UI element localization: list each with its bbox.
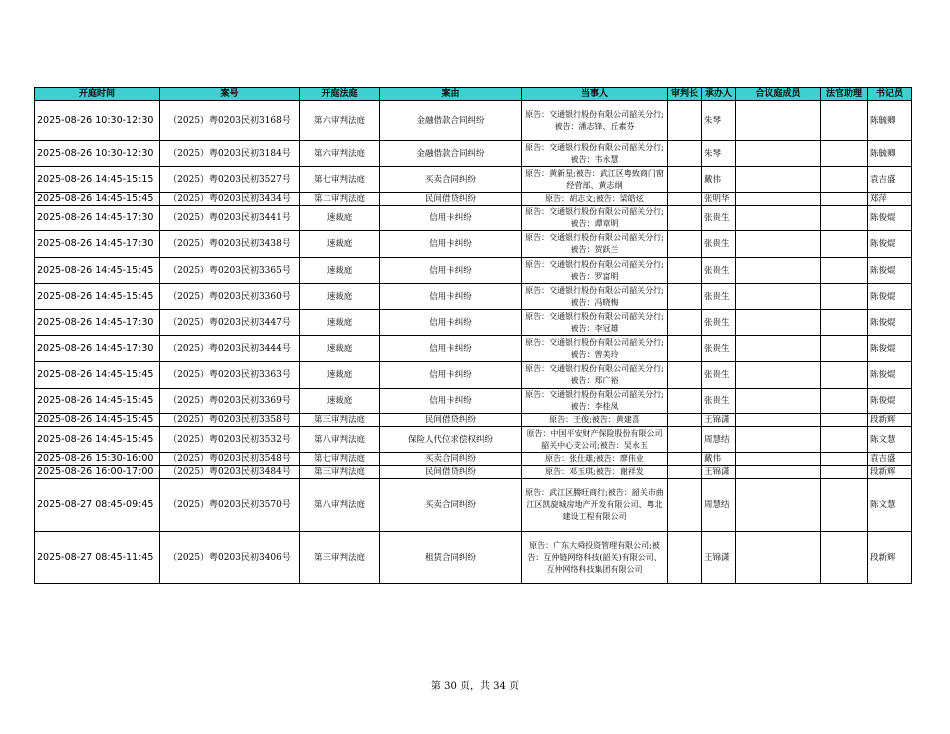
handler-cell: 张贵生: [702, 310, 736, 336]
case-number-cell: （2025）粤0203民初3365号: [160, 258, 300, 284]
parties-cell: 原告：交通银行股份有限公司韶关分行;被告：罗富明: [522, 258, 668, 284]
judge-assistant-cell: [821, 389, 868, 414]
header-judge-assistant: 法官助理: [821, 88, 868, 101]
parties-cell: 原告：交通银行股份有限公司韶关分行;被告：贺跃兰: [522, 231, 668, 258]
case-number-cell: （2025）粤0203民初3438号: [160, 231, 300, 258]
header-cause: 案由: [380, 88, 522, 101]
courtroom-cell: 速裁庭: [300, 284, 380, 310]
hearing-time-cell: 2025-08-26 14:45-17:30: [35, 336, 160, 362]
case-number-cell: （2025）粤0203民初3360号: [160, 284, 300, 310]
judge-assistant-cell: [821, 284, 868, 310]
panel-members-cell: [736, 206, 821, 231]
table-row: [35, 336, 912, 362]
handler-cell: 周慧结: [702, 427, 736, 453]
courtroom-cell: 第七审判法庭: [300, 167, 380, 193]
case-number-cell: （2025）粤0203民初3484号: [160, 466, 300, 479]
parties-cell: 原告：王俊;被告：黄建喜: [522, 414, 668, 427]
presiding-judge-cell: [668, 231, 702, 258]
clerk-cell: 陈俊焜: [868, 284, 912, 310]
parties-cell: 原告：胡志文;被告：梁皓炫: [522, 193, 668, 206]
clerk-cell: 陈俊焜: [868, 389, 912, 414]
courtroom-cell: 第三审判法庭: [300, 466, 380, 479]
courtroom-cell: 第八审判法庭: [300, 427, 380, 453]
hearing-time-cell: 2025-08-26 10:30-12:30: [35, 101, 160, 141]
clerk-cell: 陈文慧: [868, 479, 912, 532]
page-footer: 第 30 页，共 34 页: [430, 681, 520, 692]
table-row: [35, 427, 912, 453]
clerk-cell: 段新辉: [868, 414, 912, 427]
courtroom-cell: 速裁庭: [300, 389, 380, 414]
panel-members-cell: [736, 101, 821, 141]
case-number-cell: （2025）粤0203民初3369号: [160, 389, 300, 414]
judge-assistant-cell: [821, 362, 868, 389]
cause-cell: 金融借款合同纠纷: [380, 141, 522, 167]
handler-cell: 张贵生: [702, 389, 736, 414]
hearing-time-cell: 2025-08-26 14:45-15:45: [35, 258, 160, 284]
courtroom-cell: 第三审判法庭: [300, 414, 380, 427]
clerk-cell: 段新辉: [868, 532, 912, 584]
presiding-judge-cell: [668, 466, 702, 479]
cause-cell: 信用卡纠纷: [380, 310, 522, 336]
clerk-cell: 陈毓卿: [868, 101, 912, 141]
judge-assistant-cell: [821, 479, 868, 532]
panel-members-cell: [736, 231, 821, 258]
case-number-cell: （2025）粤0203民初3358号: [160, 414, 300, 427]
hearing-time-cell: 2025-08-26 14:45-15:45: [35, 427, 160, 453]
table-row: [35, 231, 912, 258]
case-number-cell: （2025）粤0203民初3548号: [160, 453, 300, 466]
hearing-time-cell: 2025-08-26 14:45-15:45: [35, 362, 160, 389]
parties-cell: 原告：中国平安财产保险股份有限公司韶关中心支公司;被告：吴永玉: [522, 427, 668, 453]
panel-members-cell: [736, 453, 821, 466]
case-number-cell: （2025）粤0203民初3532号: [160, 427, 300, 453]
table-row: [35, 310, 912, 336]
table-row: [35, 414, 912, 427]
presiding-judge-cell: [668, 258, 702, 284]
handler-cell: 张明华: [702, 193, 736, 206]
presiding-judge-cell: [668, 453, 702, 466]
clerk-cell: 袁吉盛: [868, 167, 912, 193]
judge-assistant-cell: [821, 231, 868, 258]
judge-assistant-cell: [821, 427, 868, 453]
case-number-cell: （2025）粤0203民初3168号: [160, 101, 300, 141]
panel-members-cell: [736, 479, 821, 532]
courtroom-cell: 速裁庭: [300, 258, 380, 284]
handler-cell: 张贵生: [702, 258, 736, 284]
hearing-time-cell: 2025-08-26 15:30-16:00: [35, 453, 160, 466]
presiding-judge-cell: [668, 427, 702, 453]
courtroom-cell: 第七审判法庭: [300, 453, 380, 466]
hearing-time-cell: 2025-08-26 14:45-15:45: [35, 389, 160, 414]
parties-cell: 原告：广东大舜投资管理有限公司;被告：互仲链网络科技(韶关)有限公司、互仲网络科技集团有限公司: [522, 532, 668, 584]
judge-assistant-cell: [821, 414, 868, 427]
judge-assistant-cell: [821, 466, 868, 479]
cause-cell: 信用卡纠纷: [380, 258, 522, 284]
table-header-row: [35, 88, 912, 101]
table-row: [35, 389, 912, 414]
header-hearing-time: 开庭时间: [35, 88, 160, 101]
panel-members-cell: [736, 466, 821, 479]
cause-cell: 买卖合同纠纷: [380, 453, 522, 466]
presiding-judge-cell: [668, 167, 702, 193]
header-parties: 当事人: [522, 88, 668, 101]
handler-cell: 张贵生: [702, 231, 736, 258]
header-courtroom: 开庭法庭: [300, 88, 380, 101]
presiding-judge-cell: [668, 389, 702, 414]
courtroom-cell: 第二审判法庭: [300, 193, 380, 206]
judge-assistant-cell: [821, 258, 868, 284]
header-case-number: 案号: [160, 88, 300, 101]
parties-cell: 原告：武江区腾旺商行;被告：韶关市曲江区凯旋城房地产开发有限公司、粤北建设工程有限公司: [522, 479, 668, 532]
case-number-cell: （2025）粤0203民初3444号: [160, 336, 300, 362]
parties-cell: 原告：黄新星;被告：武江区粤致商门窗经营部、黄志纲: [522, 167, 668, 193]
panel-members-cell: [736, 362, 821, 389]
judge-assistant-cell: [821, 310, 868, 336]
table-row: [35, 362, 912, 389]
parties-cell: 原告：交通银行股份有限公司韶关分行;被告：郑广裕: [522, 362, 668, 389]
clerk-cell: 陈俊焜: [868, 336, 912, 362]
panel-members-cell: [736, 141, 821, 167]
table-row: [35, 101, 912, 141]
presiding-judge-cell: [668, 362, 702, 389]
case-number-cell: （2025）粤0203民初3184号: [160, 141, 300, 167]
parties-cell: 原告：交通银行股份有限公司韶关分行;被告：李桂凤: [522, 389, 668, 414]
header-clerk: 书记员: [868, 88, 912, 101]
hearing-time-cell: 2025-08-26 14:45-15:15: [35, 167, 160, 193]
handler-cell: 朱琴: [702, 101, 736, 141]
hearing-time-cell: 2025-08-26 14:45-15:45: [35, 284, 160, 310]
hearing-time-cell: 2025-08-27 08:45-09:45: [35, 479, 160, 532]
courtroom-cell: 第六审判法庭: [300, 101, 380, 141]
handler-cell: 张贵生: [702, 362, 736, 389]
header-presiding-judge: 审判长: [668, 88, 702, 101]
panel-members-cell: [736, 258, 821, 284]
courtroom-cell: 第八审判法庭: [300, 479, 380, 532]
header-handler: 承办人: [702, 88, 736, 101]
hearing-time-cell: 2025-08-26 14:45-17:30: [35, 231, 160, 258]
handler-cell: 王锦潇: [702, 466, 736, 479]
table-row: [35, 167, 912, 193]
judge-assistant-cell: [821, 101, 868, 141]
hearing-time-cell: 2025-08-26 14:45-15:45: [35, 193, 160, 206]
panel-members-cell: [736, 414, 821, 427]
cause-cell: 信用卡纠纷: [380, 389, 522, 414]
parties-cell: 原告：邓玉琪;被告：谢祥发: [522, 466, 668, 479]
table-row: [35, 284, 912, 310]
case-number-cell: （2025）粤0203民初3406号: [160, 532, 300, 584]
handler-cell: 张贵生: [702, 206, 736, 231]
cause-cell: 民间借贷纠纷: [380, 466, 522, 479]
presiding-judge-cell: [668, 101, 702, 141]
hearing-time-cell: 2025-08-26 14:45-17:30: [35, 206, 160, 231]
handler-cell: 戴伟: [702, 167, 736, 193]
cause-cell: 信用卡纠纷: [380, 231, 522, 258]
case-number-cell: （2025）粤0203民初3447号: [160, 310, 300, 336]
table-row: [35, 453, 912, 466]
presiding-judge-cell: [668, 336, 702, 362]
hearing-time-cell: 2025-08-27 08:45-11:45: [35, 532, 160, 584]
judge-assistant-cell: [821, 453, 868, 466]
cause-cell: 信用卡纠纷: [380, 206, 522, 231]
presiding-judge-cell: [668, 310, 702, 336]
case-number-cell: （2025）粤0203民初3434号: [160, 193, 300, 206]
judge-assistant-cell: [821, 532, 868, 584]
clerk-cell: 陈俊焜: [868, 362, 912, 389]
cause-cell: 民间借贷纠纷: [380, 193, 522, 206]
table-row: [35, 206, 912, 231]
panel-members-cell: [736, 193, 821, 206]
clerk-cell: 陈俊焜: [868, 310, 912, 336]
judge-assistant-cell: [821, 141, 868, 167]
panel-members-cell: [736, 389, 821, 414]
panel-members-cell: [736, 336, 821, 362]
table-row: [35, 193, 912, 206]
table-row: [35, 466, 912, 479]
handler-cell: 朱琴: [702, 141, 736, 167]
case-number-cell: （2025）粤0203民初3527号: [160, 167, 300, 193]
handler-cell: 周慧结: [702, 479, 736, 532]
cause-cell: 信用卡纠纷: [380, 336, 522, 362]
table-row: [35, 258, 912, 284]
clerk-cell: 陈俊焜: [868, 258, 912, 284]
table-row: [35, 479, 912, 532]
table-row: [35, 532, 912, 584]
hearing-schedule-table: [34, 87, 912, 584]
judge-assistant-cell: [821, 167, 868, 193]
judge-assistant-cell: [821, 193, 868, 206]
judge-assistant-cell: [821, 206, 868, 231]
handler-cell: 王锦潇: [702, 414, 736, 427]
presiding-judge-cell: [668, 193, 702, 206]
cause-cell: 信用卡纠纷: [380, 284, 522, 310]
presiding-judge-cell: [668, 479, 702, 532]
judge-assistant-cell: [821, 336, 868, 362]
case-number-cell: （2025）粤0203民初3363号: [160, 362, 300, 389]
panel-members-cell: [736, 310, 821, 336]
hearing-time-cell: 2025-08-26 10:30-12:30: [35, 141, 160, 167]
presiding-judge-cell: [668, 141, 702, 167]
parties-cell: 原告：交通银行股份有限公司韶关分行;被告：韦永慧: [522, 141, 668, 167]
presiding-judge-cell: [668, 532, 702, 584]
table-body: [35, 101, 912, 584]
presiding-judge-cell: [668, 414, 702, 427]
parties-cell: 原告：交通银行股份有限公司韶关分行;被告：潘志锋、丘素芬: [522, 101, 668, 141]
parties-cell: 原告：交通银行股份有限公司韶关分行;被告：曾美玲: [522, 336, 668, 362]
hearing-time-cell: 2025-08-26 14:45-15:45: [35, 414, 160, 427]
header-panel-members: 合议庭成员: [736, 88, 821, 101]
cause-cell: 金融借款合同纠纷: [380, 101, 522, 141]
clerk-cell: 陈俊焜: [868, 231, 912, 258]
clerk-cell: 袁吉盛: [868, 453, 912, 466]
parties-cell: 原告：交通银行股份有限公司韶关分行;被告：李冠雄: [522, 310, 668, 336]
handler-cell: 张贵生: [702, 336, 736, 362]
courtroom-cell: 速裁庭: [300, 336, 380, 362]
table-row: [35, 141, 912, 167]
hearing-time-cell: 2025-08-26 16:00-17:00: [35, 466, 160, 479]
hearing-time-cell: 2025-08-26 14:45-17:30: [35, 310, 160, 336]
parties-cell: 原告：张仕雄;被告：廖伟业: [522, 453, 668, 466]
handler-cell: 王锦潇: [702, 532, 736, 584]
cause-cell: 民间借贷纠纷: [380, 414, 522, 427]
clerk-cell: 郑萍: [868, 193, 912, 206]
clerk-cell: 陈毓卿: [868, 141, 912, 167]
case-number-cell: （2025）粤0203民初3441号: [160, 206, 300, 231]
courtroom-cell: 第三审判法庭: [300, 532, 380, 584]
courtroom-cell: 速裁庭: [300, 362, 380, 389]
courtroom-cell: 速裁庭: [300, 206, 380, 231]
courtroom-cell: 速裁庭: [300, 231, 380, 258]
cause-cell: 买卖合同纠纷: [380, 479, 522, 532]
handler-cell: 张贵生: [702, 284, 736, 310]
case-number-cell: （2025）粤0203民初3570号: [160, 479, 300, 532]
clerk-cell: 陈俊焜: [868, 206, 912, 231]
clerk-cell: 陈文慧: [868, 427, 912, 453]
presiding-judge-cell: [668, 284, 702, 310]
panel-members-cell: [736, 284, 821, 310]
cause-cell: 租赁合同纠纷: [380, 532, 522, 584]
parties-cell: 原告：交通银行股份有限公司韶关分行;被告：谭章明: [522, 206, 668, 231]
cause-cell: 信用卡纠纷: [380, 362, 522, 389]
presiding-judge-cell: [668, 206, 702, 231]
cause-cell: 买卖合同纠纷: [380, 167, 522, 193]
courtroom-cell: 速裁庭: [300, 310, 380, 336]
clerk-cell: 段新辉: [868, 466, 912, 479]
panel-members-cell: [736, 167, 821, 193]
panel-members-cell: [736, 532, 821, 584]
courtroom-cell: 第六审判法庭: [300, 141, 380, 167]
cause-cell: 保险人代位求偿权纠纷: [380, 427, 522, 453]
handler-cell: 戴伟: [702, 453, 736, 466]
panel-members-cell: [736, 427, 821, 453]
parties-cell: 原告：交通银行股份有限公司韶关分行;被告：冯晓梅: [522, 284, 668, 310]
